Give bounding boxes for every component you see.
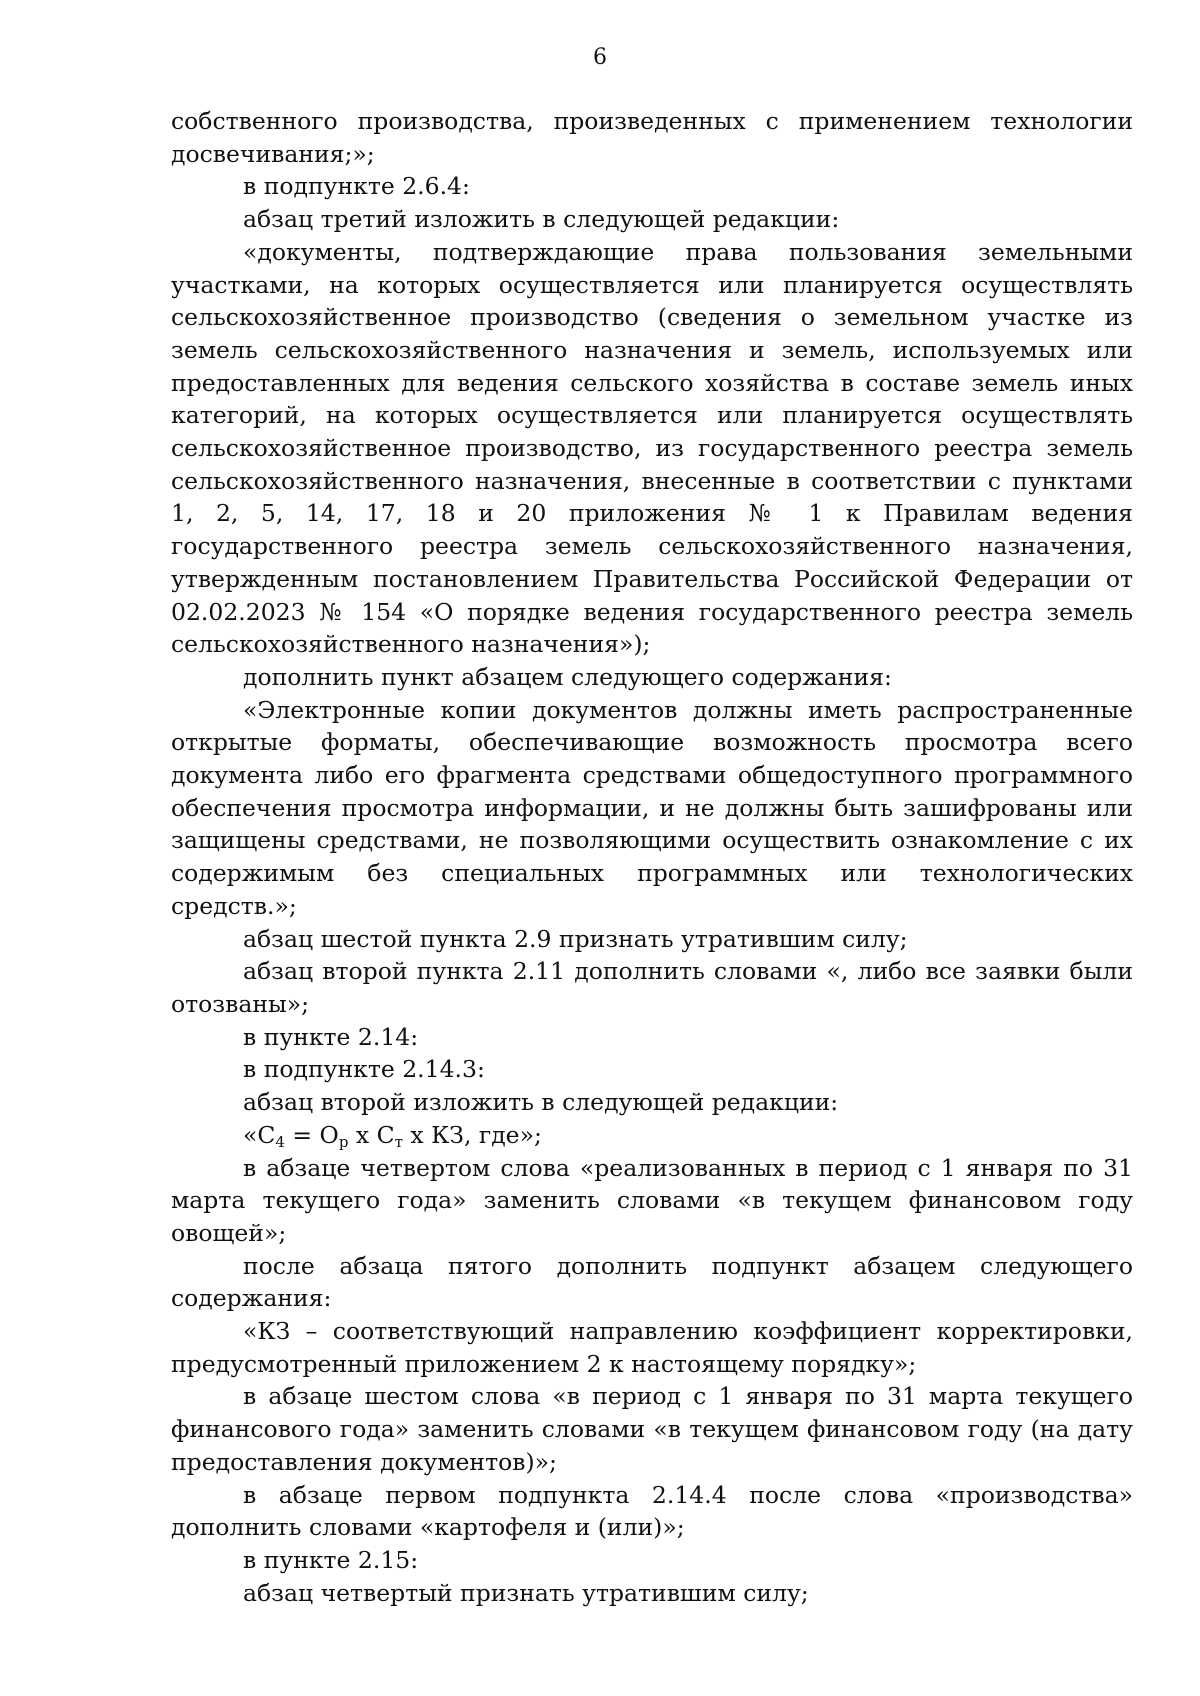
paragraph-paragraph-four: в абзаце четвертом слова «реализованных в период с 1 января по 31 марта текущего года» заменить словами «в текущем финансовом году овощей»; xyxy=(171,1153,1133,1247)
paragraph-after-five: после абзаца пятого дополнить подпункт абзацем следующего содержания: xyxy=(171,1251,1133,1313)
paragraph-point-2-15: в пункте 2.15: xyxy=(243,1545,419,1574)
paragraph-continuation: собственного производства, произведенных с применением технологии досвечивания;»; xyxy=(171,107,1133,168)
paragraph-point-2-9: абзац шестой пункта 2.9 признать утратившим силу; xyxy=(243,924,908,953)
paragraph-paragraph-six: в абзаце шестом слова «в период с 1 января по 31 марта текущего финансового года» заменить словами «в текущем финансовом году (на дату предоставления документов)»; xyxy=(171,1382,1133,1476)
paragraph-point-2-14: в пункте 2.14: xyxy=(243,1022,419,1051)
paragraph-instruction: дополнить пункт абзацем следующего содержания: xyxy=(243,662,892,691)
paragraph-subpoint-2-14-3: в подпункте 2.14.3: xyxy=(243,1055,485,1084)
paragraph-instruction: абзац второй изложить в следующей редакции: xyxy=(243,1088,839,1117)
paragraph-point-2-11: абзац второй пункта 2.11 дополнить словами «, либо все заявки были отозваны»; xyxy=(171,957,1133,1018)
paragraph-instruction: абзац третий изложить в следующей редакции: xyxy=(243,205,840,234)
paragraph-subpoint-2-14-4: в абзаце первом подпункта 2.14.4 после слова «производства» дополнить словами «картофеля и (или)»; xyxy=(171,1480,1133,1542)
paragraph-quote-documents: «документы, подтверждающие права пользования земельными участками, на которых осуществляется или планируется осуществлять сельскохозяйственное производство (сведения о земельном участке из земель сельскохозяйственного назначения и земель, используемых или предоставленных для ведения сельского хозяйства в составе земель иных категорий, на которых осуществляется или планируется осуществлять сельскохозяйственное производство, из государственного реестра земель сельскохозяйственного назначения, внесенные в соответствии с пунктами 1, 2, 5, 14, 17, 18 и 20 приложения № 1 к Правилам ведения государственного реестра земель сельскохозяйственного назначения, утвержденным постановлением Правительства Российской Федерации от 02.02.2023 № 154 «О порядке ведения государственного реестра земель сельскохозяйственного назначения»); xyxy=(171,237,1133,659)
document-body xyxy=(171,105,1133,1609)
paragraph-quote-kz: «КЗ – соответствующий направлению коэффициент корректировки, предусмотренный приложением 2 к настоящему порядку»; xyxy=(171,1317,1133,1378)
formula-line: «$С_4 = О_р$ х $С_т$ х КЗ, где»; xyxy=(243,1120,542,1151)
paragraph-quote-electronic-copies: «Электронные копии документов должны иметь распространенные открытые форматы, обеспечивающие возможность просмотра всего документа либо его фрагмента средствами общедоступного программного обеспечения просмотра информации, и не должны быть зашифрованы или защищены средствами, не позволяющими осуществить ознакомление с их содержимым без специальных программных или технологических средств.»; xyxy=(171,695,1133,920)
paragraph-subpoint-2-6-4: в подпункте 2.6.4: xyxy=(243,172,470,201)
page-number: 6 xyxy=(593,45,607,70)
paragraph-paragraph-four-void: абзац четвертый признать утратившим силу; xyxy=(243,1578,809,1607)
